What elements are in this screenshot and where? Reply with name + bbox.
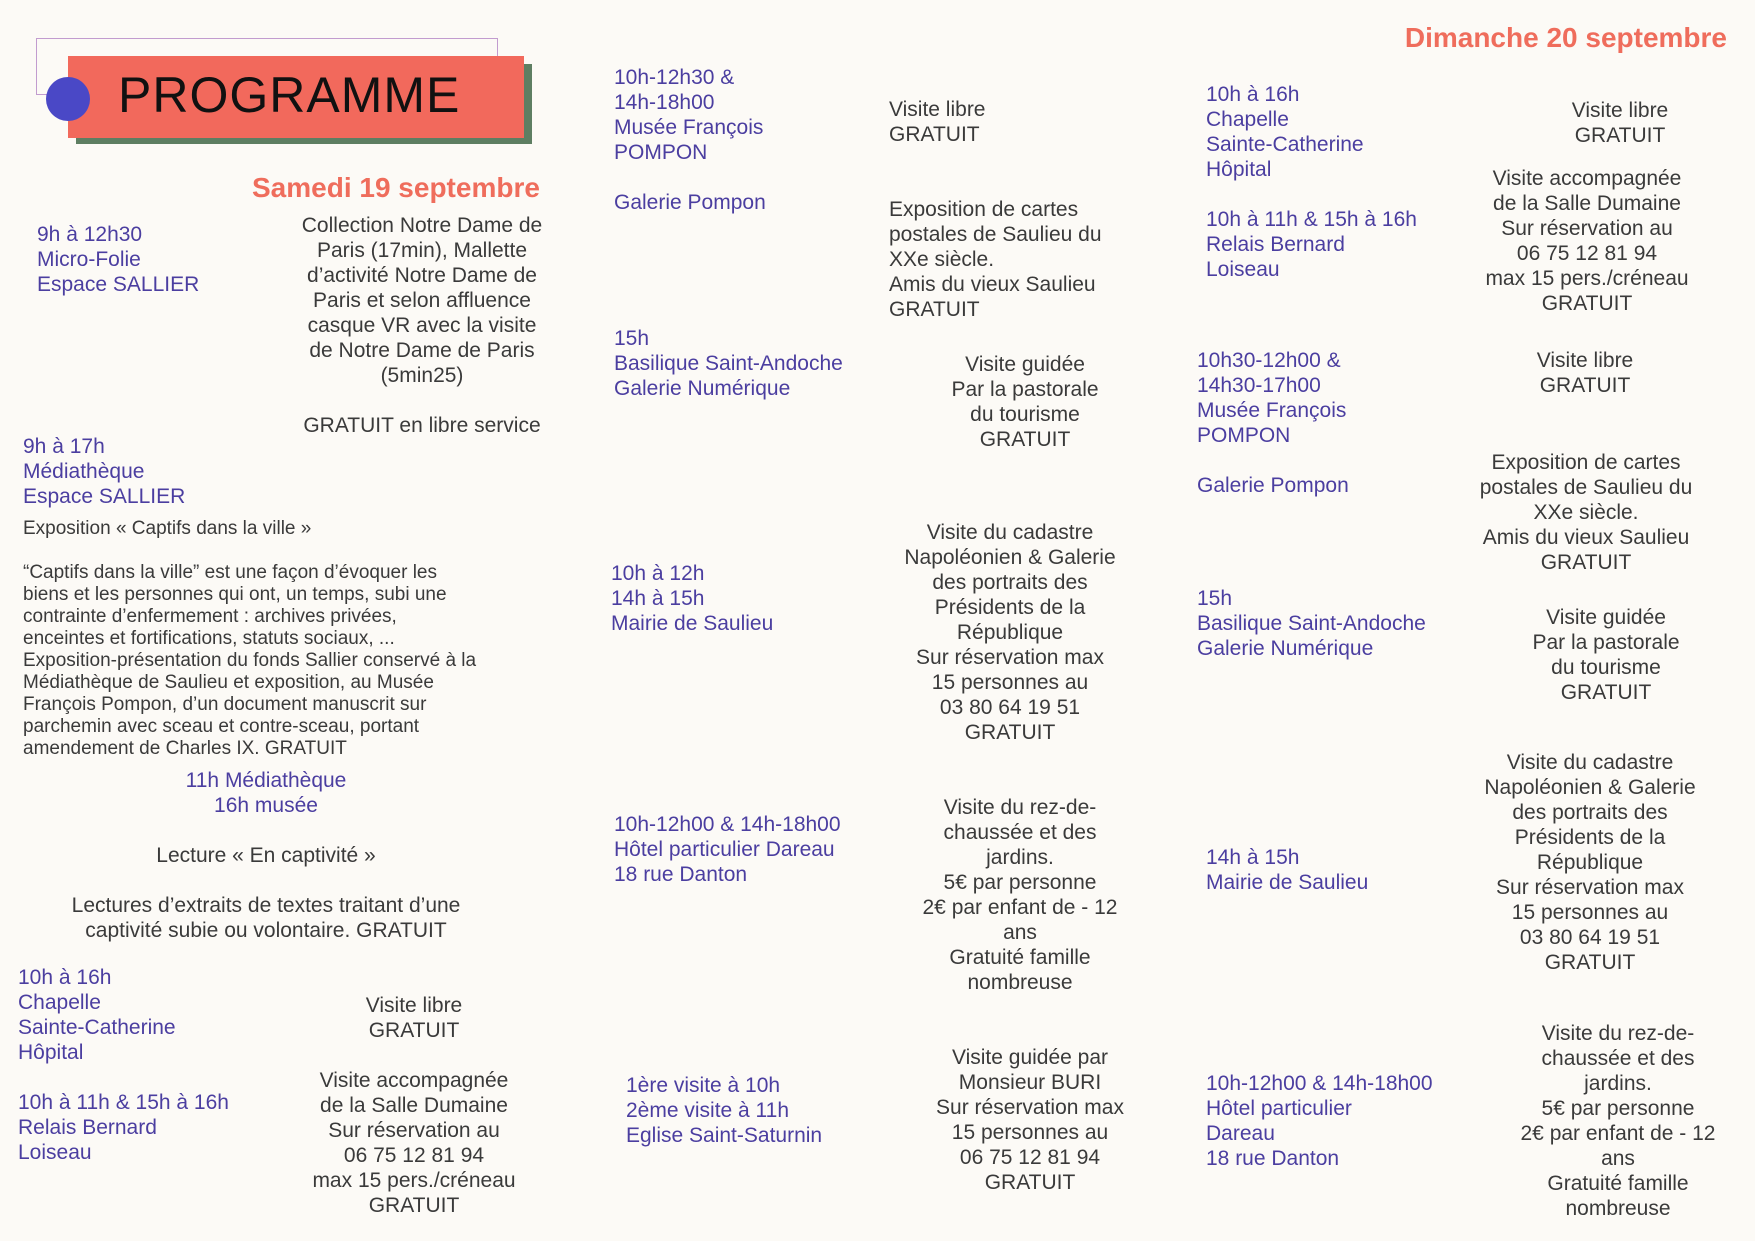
text-line: 16h musée [214, 794, 318, 817]
text-line: max 15 pers./créneau [1485, 267, 1689, 290]
text-line: Gratuité famille [1547, 1172, 1689, 1195]
text-line: Hôtel particulier Dareau [614, 838, 835, 861]
text-line: Hôpital [18, 1041, 84, 1064]
text-line: Visite libre [365, 994, 463, 1017]
text-line: GRATUIT [964, 721, 1056, 744]
text-line: 18 rue Danton [1206, 1147, 1340, 1170]
text-line [282, 1043, 546, 1068]
expo-desc [23, 562, 476, 760]
text-line: Hôtel particulier [1206, 1097, 1352, 1120]
text-line: Espace SALLIER [23, 485, 186, 508]
text-line: GRATUIT [1541, 292, 1633, 315]
text-line: Amis du vieux Saulieu [889, 273, 1096, 296]
text-line: 06 75 12 81 94 [1516, 242, 1658, 265]
chapelle-place-sun [1206, 82, 1417, 282]
text-line [1197, 448, 1349, 473]
musee-place-sun [1197, 348, 1349, 498]
text-line: enceintes et fortifications, statuts sociaux, ... [23, 628, 395, 649]
text-line: République [956, 621, 1064, 644]
text-line: 2€ par enfant de - 12 [1520, 1122, 1716, 1145]
text-line: de la Salle Dumaine [320, 1094, 508, 1117]
text-line: Médiathèque [23, 460, 145, 483]
text-line: 2ème visite à 11h [626, 1099, 790, 1122]
text-line: GRATUIT [368, 1194, 460, 1217]
text-line: 10h-12h30 & [614, 66, 735, 89]
eglise-place-sat [626, 1073, 822, 1148]
chapelle-desc1-sun [1535, 98, 1705, 148]
text-line: Sur réservation max [936, 1096, 1124, 1119]
text-line [614, 165, 766, 190]
saturday-label: Samedi 19 septembre [252, 172, 540, 203]
text-line: Par la pastorale [1532, 631, 1680, 654]
text-line: 15 personnes au [1511, 901, 1669, 924]
text-line: 14h à 15h [611, 587, 705, 610]
text-line: François Pompon, d’un document manuscrit sur [23, 694, 427, 715]
text-line: Visite libre [889, 98, 986, 121]
mairie-desc-sat [880, 520, 1140, 745]
basilique-desc-sun [1491, 605, 1721, 705]
text-line: Relais Bernard [1206, 233, 1345, 256]
text-line: Visite guidée [965, 353, 1085, 376]
text-line: GRATUIT [984, 1171, 1076, 1194]
text-line: 10h-12h00 & 14h-18h00 [1206, 1072, 1433, 1095]
text-line: 15h [614, 327, 650, 350]
text-line: Visite guidée [1546, 606, 1666, 629]
text-line: jardins. [986, 846, 1054, 869]
lecture-times [160, 768, 372, 818]
text-line: GRATUIT en libre service [303, 414, 541, 437]
musee-desc2-sat [889, 197, 1150, 322]
text-line: des portraits des [932, 571, 1088, 594]
text-line: Paris (17min), Mallette [316, 239, 528, 262]
text-line: biens et les personnes qui ont, un temps, subi une [23, 584, 447, 605]
text-line: ans [1601, 1147, 1635, 1170]
text-line [18, 1065, 229, 1090]
text-line: Collection Notre Dame de [301, 214, 543, 237]
text-line: Hôpital [1206, 158, 1272, 181]
text-line: Espace SALLIER [37, 273, 200, 296]
text-line: (5min25) [380, 364, 464, 387]
text-line: Loiseau [1206, 258, 1280, 281]
text-line [1206, 182, 1417, 207]
text-line: Sainte-Catherine [1206, 133, 1364, 156]
text-line: Dareau [1206, 1122, 1275, 1145]
text-line: nombreuse [1565, 1197, 1671, 1220]
text-line [20, 868, 512, 893]
text-line: jardins. [1584, 1072, 1652, 1095]
text-line: GRATUIT [368, 1019, 460, 1042]
text-line: 9h à 17h [23, 435, 105, 458]
text-line: Napoléonien & Galerie [904, 546, 1116, 569]
text-line: contrainte d’enfermement : archives privées, [23, 606, 397, 627]
mediatheque-place [23, 434, 185, 509]
text-line: 14h30-17h00 [1197, 374, 1321, 397]
chapelle-place-sat [18, 965, 229, 1165]
text-line: 1ère visite à 10h [626, 1074, 781, 1097]
text-line: XXe siècle. [889, 248, 995, 271]
page-title: PROGRAMME [118, 67, 461, 123]
text-line: 5€ par personne [943, 871, 1097, 894]
mairie-desc-sun [1460, 750, 1720, 975]
text-line: Musée François [614, 116, 764, 139]
text-line: 18 rue Danton [614, 863, 748, 886]
musee-desc1-sat [889, 97, 986, 147]
text-line: 06 75 12 81 94 [959, 1146, 1101, 1169]
text-line: Micro-Folie [37, 248, 141, 271]
text-line: Sainte-Catherine [18, 1016, 176, 1039]
text-line: Mairie de Saulieu [1206, 871, 1369, 894]
text-line: Napoléonien & Galerie [1484, 776, 1696, 799]
mairie-place-sat [611, 561, 773, 636]
text-line: Galerie Numérique [1197, 637, 1374, 660]
text-line: Exposition de cartes [1491, 451, 1681, 474]
hotel-place-sat [614, 812, 841, 887]
text-line: postales de Saulieu du [1479, 476, 1693, 499]
text-line: 15 personnes au [931, 671, 1089, 694]
text-line: Par la pastorale [951, 378, 1099, 401]
hotel-desc-sat [890, 795, 1150, 995]
text-line: max 15 pers./créneau [312, 1169, 516, 1192]
text-line: Mairie de Saulieu [611, 612, 774, 635]
eglise-desc-sat [910, 1045, 1150, 1195]
text-line: GRATUIT [1574, 124, 1666, 147]
text-line: Présidents de la [1514, 826, 1666, 849]
basilique-desc-sat [910, 352, 1140, 452]
text-line: POMPON [1197, 424, 1291, 447]
text-line: Galerie Pompon [1197, 474, 1349, 497]
text-line: d’activité Notre Dame de [307, 264, 537, 287]
text-line: 10h à 11h & 15h à 16h [18, 1091, 229, 1114]
text-line: 14h-18h00 [614, 91, 715, 114]
text-line: 14h à 15h [1206, 846, 1300, 869]
text-line: Sur réservation max [916, 646, 1104, 669]
text-line: Visite du cadastre [926, 521, 1094, 544]
mairie-place-sun [1206, 845, 1368, 895]
text-line: 03 80 64 19 51 [1519, 926, 1661, 949]
microfolie-desc [272, 213, 572, 438]
text-line: postales de Saulieu du [889, 223, 1102, 246]
text-line: 5€ par personne [1541, 1097, 1695, 1120]
text-line: Loiseau [18, 1141, 92, 1164]
expo-title: Exposition « Captifs dans la ville » [23, 518, 312, 539]
text-line: du tourisme [1551, 656, 1661, 679]
text-line [272, 388, 572, 413]
musee-place-sat [614, 65, 766, 215]
musee-desc2-sun [1456, 450, 1716, 575]
text-line: de Notre Dame de Paris [309, 339, 535, 362]
text-line: captivité subie ou volontaire. GRATUIT [85, 919, 447, 942]
text-line: Visite guidée par [951, 1046, 1109, 1069]
text-line: 9h à 12h30 [37, 223, 143, 246]
text-line: chaussée et des [1541, 1047, 1695, 1070]
chapelle-desc2-sun [1460, 166, 1714, 316]
text-line: POMPON [614, 141, 708, 164]
text-line: Lectures d’extraits de textes traitant d’une [71, 894, 461, 917]
text-line: de la Salle Dumaine [1493, 192, 1681, 215]
text-line: Visite libre [1536, 349, 1634, 372]
sunday-label: Dimanche 20 septembre [1404, 22, 1727, 53]
text-line: des portraits des [1512, 801, 1668, 824]
banner-dot-icon [46, 77, 90, 121]
text-line: Exposition de cartes [889, 198, 1079, 221]
text-line: 15 personnes au [951, 1121, 1109, 1144]
text-line: Visite accompagnée [319, 1069, 509, 1092]
basilique-place-sun [1197, 586, 1426, 661]
text-line: Sur réservation au [328, 1119, 500, 1142]
text-line: Présidents de la [934, 596, 1086, 619]
text-line: “Captifs dans la ville” est une façon d’évoquer les [23, 562, 438, 583]
text-line: 10h30-12h00 & [1197, 349, 1341, 372]
chapelle-desc-sat [282, 993, 546, 1218]
text-line: Visite du cadastre [1506, 751, 1674, 774]
musee-desc1-sun [1500, 348, 1670, 398]
text-line: GRATUIT [889, 123, 980, 146]
hotel-place-sun [1206, 1071, 1433, 1171]
text-line: GRATUIT [1539, 374, 1631, 397]
text-line: 10h à 12h [611, 562, 705, 585]
lecture-desc [20, 843, 512, 943]
text-line: Galerie Numérique [614, 377, 791, 400]
text-line: Amis du vieux Saulieu [1482, 526, 1690, 549]
text-line: Chapelle [18, 991, 101, 1014]
text-line: GRATUIT [1544, 951, 1636, 974]
text-line: chaussée et des [943, 821, 1097, 844]
text-line: Monsieur BURI [958, 1071, 1102, 1094]
text-line: ans [1003, 921, 1037, 944]
text-line: GRATUIT [1540, 551, 1632, 574]
text-line: Gratuité famille [949, 946, 1091, 969]
text-line: parchemin avec sceau et contre-sceau, portant [23, 716, 420, 737]
text-line: Chapelle [1206, 108, 1289, 131]
text-line: Visite libre [1571, 99, 1669, 122]
text-line: GRATUIT [979, 428, 1071, 451]
text-line: XXe siècle. [1533, 501, 1639, 524]
text-line: Eglise Saint-Saturnin [626, 1124, 823, 1147]
basilique-place-sat [614, 326, 843, 401]
text-line: 10h à 16h [18, 966, 112, 989]
microfolie-place [37, 222, 199, 297]
text-line: amendement de Charles IX. GRATUIT [23, 738, 347, 759]
text-line: Basilique Saint-Andoche [1197, 612, 1426, 635]
text-line: Sur réservation au [1501, 217, 1673, 240]
text-line: Paris et selon affluence [313, 289, 531, 312]
text-line: 11h Médiathèque [185, 769, 347, 792]
text-line: Visite du rez-de- [1541, 1022, 1695, 1045]
text-line: Galerie Pompon [614, 191, 766, 214]
text-line: 06 75 12 81 94 [343, 1144, 485, 1167]
text-line: Basilique Saint-Andoche [614, 352, 843, 375]
text-line: nombreuse [967, 971, 1073, 994]
text-line: 2€ par enfant de - 12 [922, 896, 1118, 919]
text-line: Sur réservation max [1496, 876, 1684, 899]
text-line: 03 80 64 19 51 [939, 696, 1081, 719]
text-line: du tourisme [970, 403, 1080, 426]
text-line: Médiathèque de Saulieu et exposition, au Musée [23, 672, 434, 693]
text-line: GRATUIT [1560, 681, 1652, 704]
text-line: République [1536, 851, 1644, 874]
hotel-desc-sun [1488, 1021, 1748, 1221]
text-line: casque VR avec la visite [307, 314, 537, 337]
text-line: GRATUIT [889, 298, 980, 321]
text-line: Visite du rez-de- [943, 796, 1097, 819]
text-line: Lecture « En captivité » [156, 844, 376, 867]
text-line: 10h-12h00 & 14h-18h00 [614, 813, 841, 836]
text-line: 15h [1197, 587, 1233, 610]
text-line: Visite accompagnée [1492, 167, 1682, 190]
text-line: Musée François [1197, 399, 1347, 422]
text-line: Exposition-présentation du fonds Sallier conservé à la [23, 650, 477, 671]
text-line: 10h à 11h & 15h à 16h [1206, 208, 1417, 231]
text-line: 10h à 16h [1206, 83, 1300, 106]
text-line: Relais Bernard [18, 1116, 157, 1139]
